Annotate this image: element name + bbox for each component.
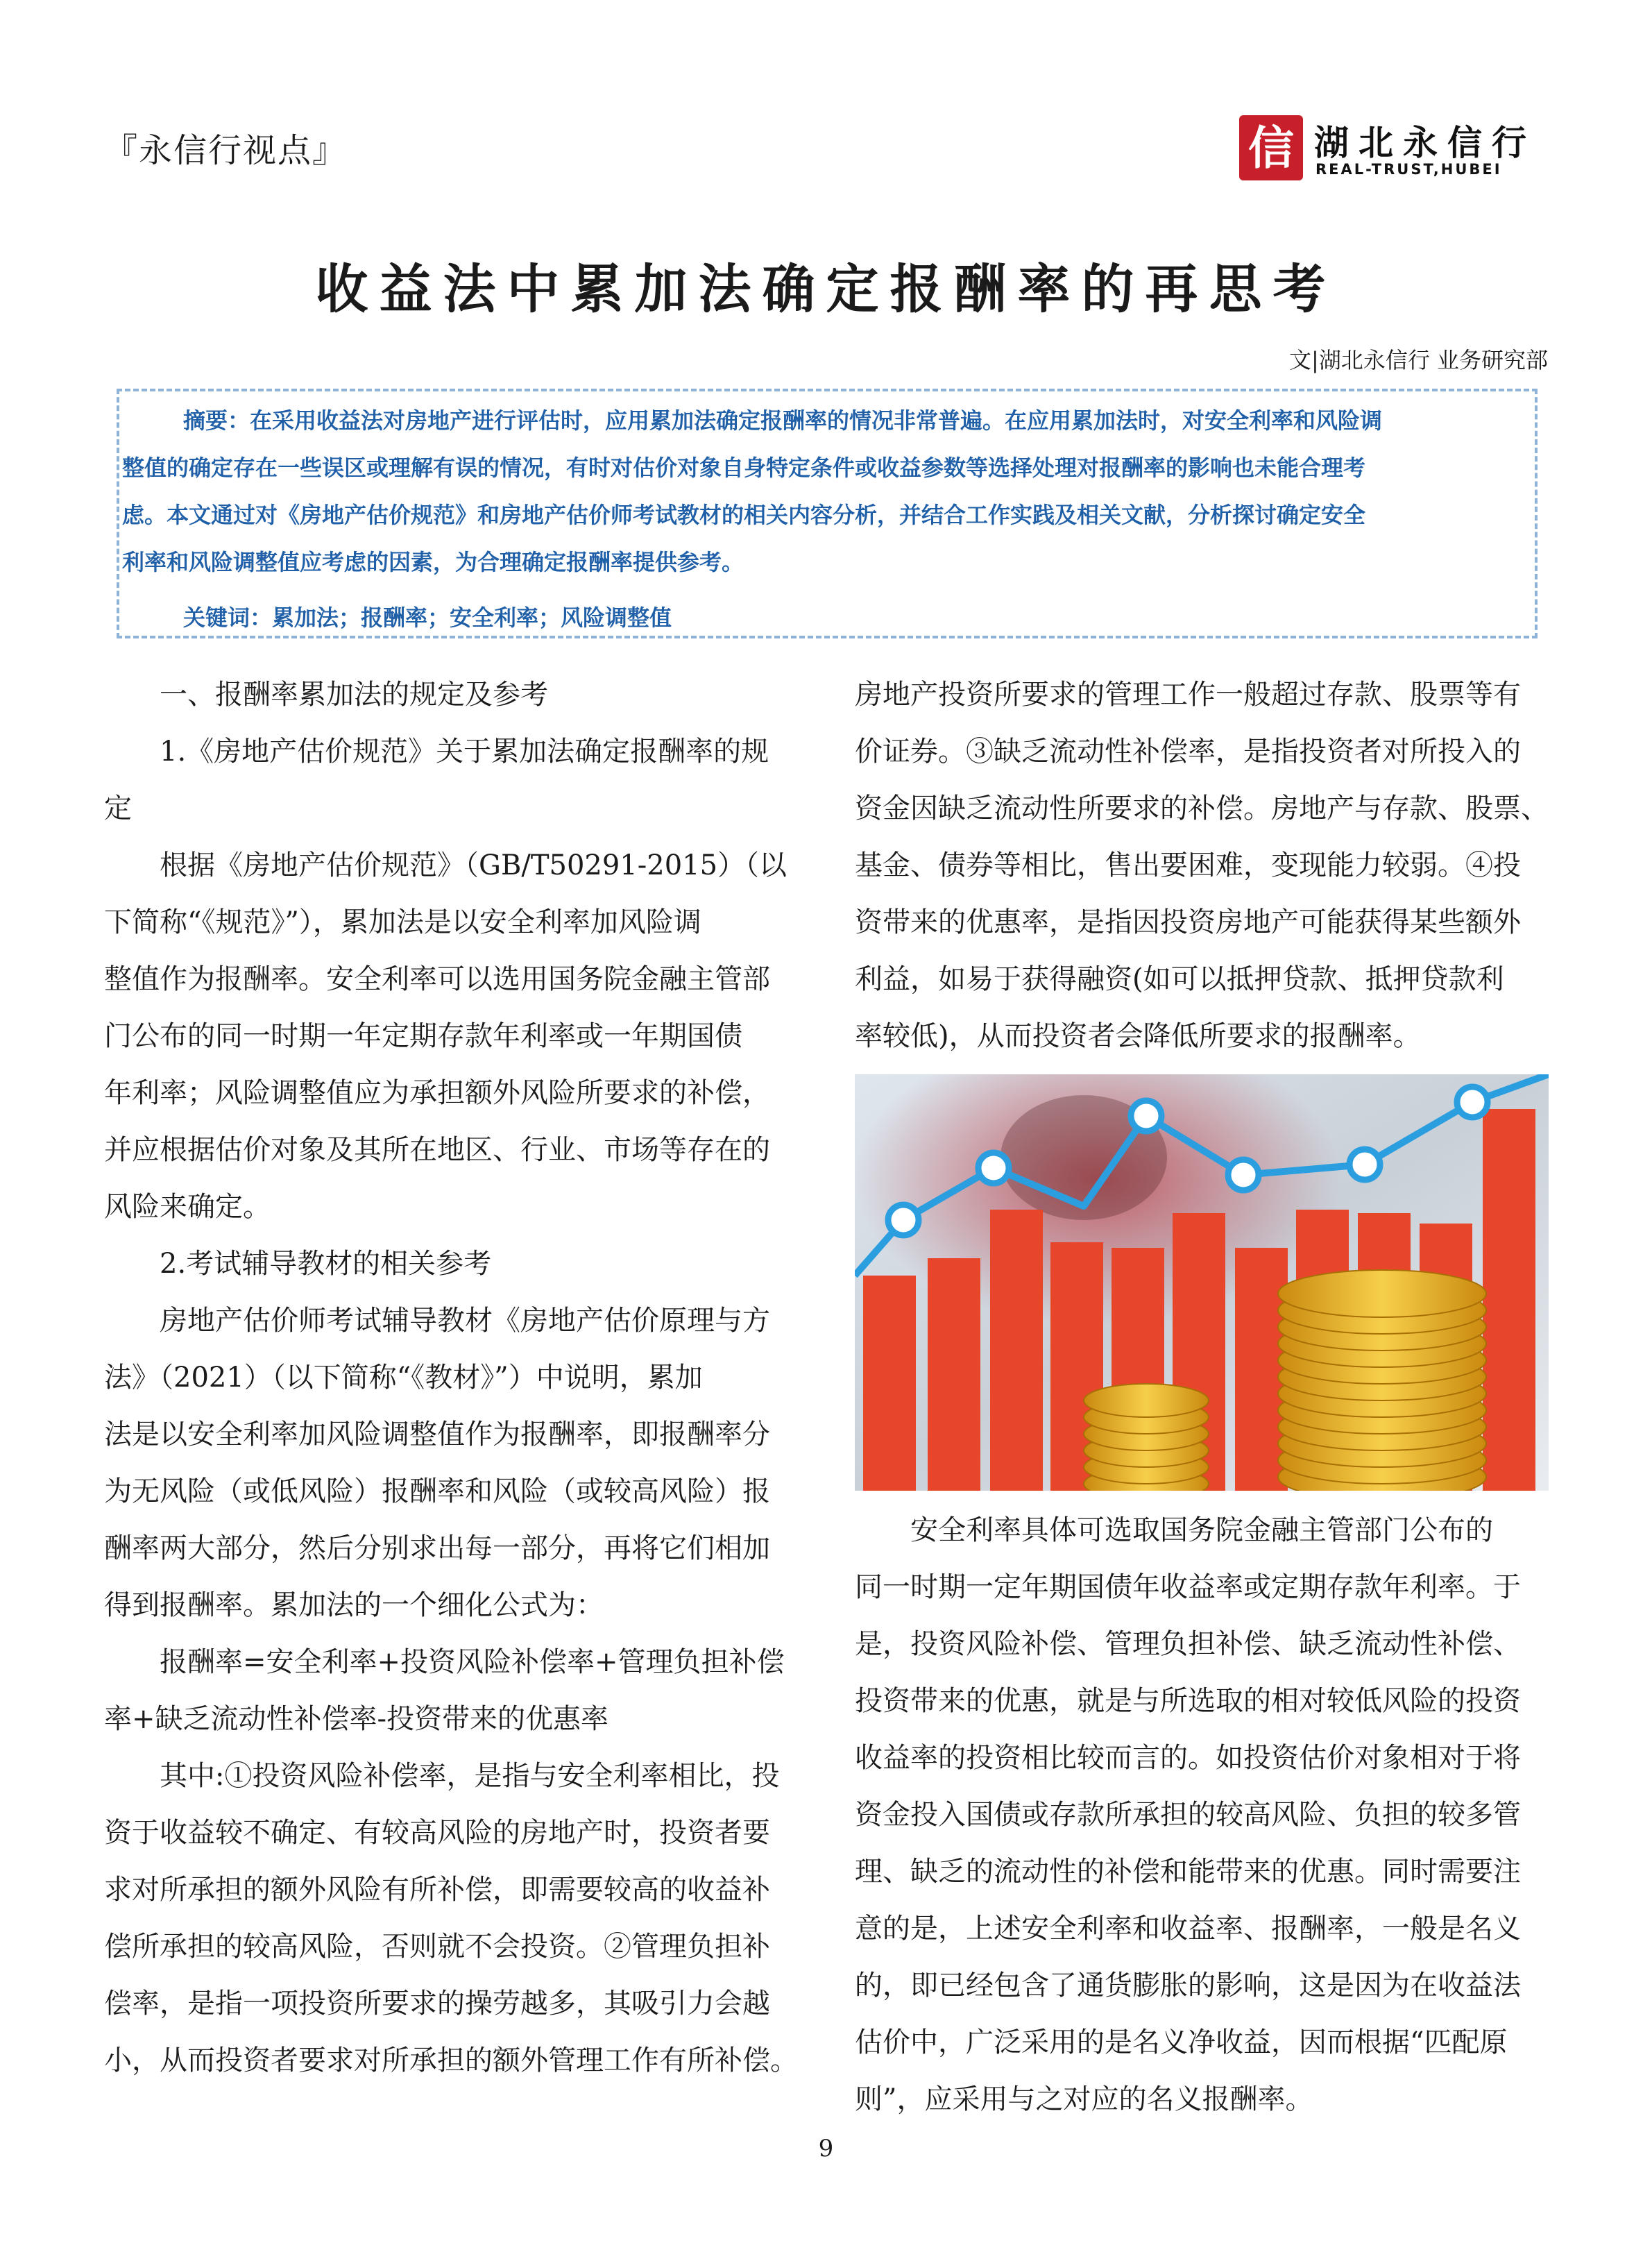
formula-line: 报酬率=安全利率+投资风险补偿率+管理负担补偿 — [160, 1646, 785, 1678]
body-line: 得到报酬率。累加法的一个细化公式为： — [104, 1589, 604, 1621]
body-line: 估价中，广泛采用的是名义净收益，因而根据“匹配原 — [855, 2026, 1508, 2058]
body-line: 偿所承担的较高风险，否则就不会投资。②管理负担补 — [104, 1931, 770, 1963]
chart-bar — [990, 1210, 1043, 1491]
coin — [1278, 1270, 1486, 1317]
chart-bar — [863, 1276, 916, 1491]
body-line: 则”，应采用与之对应的名义报酬率。 — [855, 2083, 1313, 2115]
body-line: 并应根据估价对象及其所在地区、行业、市场等存在的 — [104, 1134, 770, 1166]
body-line: 资金投入国债或存款所承担的较高风险、负担的较多管 — [855, 1799, 1521, 1831]
page-number: 9 — [818, 2135, 834, 2162]
body-line: 的，即已经包含了通货膨胀的影响，这是因为在收益法 — [855, 1970, 1521, 2001]
body-line: 风险来确定。 — [104, 1191, 271, 1223]
logo-name-cn: 湖北永信行 — [1314, 123, 1536, 163]
trend-dot — [1131, 1101, 1161, 1131]
subsection-heading: 定 — [104, 793, 132, 824]
byline: 文|湖北永信行 业务研究部 — [1289, 347, 1548, 373]
body-line: 酬率两大部分，然后分别求出每一部分，再将它们相加 — [104, 1532, 770, 1564]
logo-name-en: REAL-TRUST,HUBEI — [1315, 161, 1502, 178]
body-line: 投资带来的优惠，就是与所选取的相对较低风险的投资 — [855, 1685, 1521, 1717]
column-tag: 『永信行视点』 — [104, 131, 348, 170]
body-line: 整值作为报酬率。安全利率可以选用国务院金融主管部 — [104, 963, 770, 995]
body-line: 求对所承担的额外风险有所补偿，即需要较高的收益补 — [104, 1874, 770, 1906]
chart-bar — [1235, 1248, 1288, 1491]
body-line: 为无风险（或低风险）报酬率和风险（或较高风险）报 — [104, 1475, 770, 1507]
body-line: 率较低)，从而投资者会降低所要求的报酬率。 — [855, 1020, 1421, 1052]
trend-dot — [1457, 1087, 1488, 1117]
body-line: 偿率，是指一项投资所要求的操劳越多，其吸引力会越 — [104, 1988, 770, 2020]
logo-seal-mark: 信 — [1248, 121, 1294, 175]
body-line: 资于收益较不确定、有较高风险的房地产时，投资者要 — [104, 1817, 770, 1849]
chart-bar — [1483, 1109, 1535, 1491]
body-line: 利益，如易于获得融资(如可以抵押贷款、抵押贷款利 — [855, 963, 1504, 995]
body-line: 同一时期一定年期国债年收益率或定期存款年利率。于 — [855, 1571, 1521, 1603]
abstract-line: 虑。本文通过对《房地产估价规范》和房地产估价师考试教材的相关内容分析，并结合工作实践及相关文献，分析探讨确定安全 — [122, 502, 1366, 528]
left-column — [104, 0, 805, 2243]
body-line: 房地产投资所要求的管理工作一般超过存款、股票等有 — [855, 679, 1521, 711]
trend-dot — [1228, 1160, 1259, 1190]
body-line: 下简称“《规范》”），累加法是以安全利率加风险调 — [104, 906, 701, 938]
body-line: 是，投资风险补偿、管理负担补偿、缺乏流动性补偿、 — [855, 1628, 1521, 1660]
body-line: 房地产估价师考试辅导教材《房地产估价原理与方 — [160, 1305, 770, 1337]
body-line: 价证券。③缺乏流动性补偿率，是指投资者对所投入的 — [855, 736, 1521, 768]
body-line: 资金因缺乏流动性所要求的补偿。房地产与存款、股票、 — [855, 793, 1549, 824]
body-line: 门公布的同一时期一年定期存款年利率或一年期国债 — [104, 1020, 742, 1052]
body-line: 其中:①投资风险补偿率，是指与安全利率相比，投 — [160, 1760, 780, 1792]
trend-dot — [888, 1205, 919, 1235]
trend-dot — [978, 1153, 1009, 1183]
subsection-heading: 1.《房地产估价规范》关于累加法确定报酬率的规 — [160, 736, 769, 768]
trend-dot — [1349, 1149, 1380, 1180]
body-line: 资带来的优惠率，是指因投资房地产可能获得某些额外 — [855, 906, 1521, 938]
body-line: 法》（2021）（以下简称“《教材》”）中说明，累加 — [104, 1362, 703, 1394]
section-heading: 一、报酬率累加法的规定及参考 — [160, 679, 548, 711]
chart-illustration-image — [855, 1074, 1549, 1491]
body-line: 理、缺乏的流动性的补偿和能带来的优惠。同时需要注 — [855, 1856, 1521, 1888]
article-title: 收益法中累加法确定报酬率的再思考 — [315, 258, 1337, 320]
body-line: 年利率；风险调整值应为承担额外风险所要求的补偿， — [104, 1077, 770, 1109]
body-line: 收益率的投资相比较而言的。如投资估价对象相对于将 — [855, 1742, 1521, 1774]
keywords: 关键词：累加法；报酬率；安全利率；风险调整值 — [183, 604, 672, 631]
body-line: 基金、债券等相比，售出要困难，变现能力较弱。④投 — [855, 849, 1521, 881]
abstract-line: 整值的确定存在一些误区或理解有误的情况，有时对估价对象自身特定条件或收益参数等选择处理对报酬率的影响也未能合理考 — [122, 455, 1366, 481]
subsection-heading: 2.考试辅导教材的相关参考 — [160, 1248, 492, 1280]
abstract-line: 摘要：在采用收益法对房地产进行评估时，应用累加法确定报酬率的情况非常普遍。在应用累加法时，对安全利率和风险调 — [183, 407, 1383, 434]
abstract-line: 利率和风险调整值应考虑的因素，为合理确定报酬率提供参考。 — [122, 549, 744, 575]
body-line: 意的是，上述安全利率和收益率、报酬率，一般是名义 — [855, 1913, 1521, 1945]
formula-line: 率+缺乏流动性补偿率-投资带来的优惠率 — [104, 1703, 609, 1735]
chart-bar — [928, 1258, 980, 1491]
body-line: 小，从而投资者要求对所承担的额外管理工作有所补偿。 — [104, 2045, 798, 2076]
body-line: 根据《房地产估价规范》（GB/T50291-2015）（以 — [160, 849, 787, 881]
body-line: 安全利率具体可选取国务院金融主管部门公布的 — [910, 1514, 1493, 1546]
coin — [1084, 1384, 1209, 1417]
body-line: 法是以安全利率加风险调整值作为报酬率，即报酬率分 — [104, 1419, 770, 1450]
